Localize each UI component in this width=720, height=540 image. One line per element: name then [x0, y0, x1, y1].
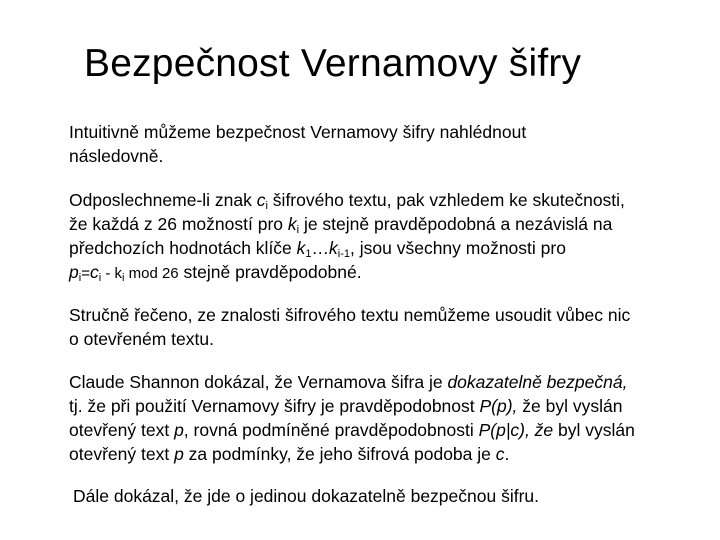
shannon-line-4 — [69, 442, 717, 466]
var-k: k — [329, 238, 338, 258]
text-fragment: za podmínky, že jeho šifrová podoba je — [183, 444, 496, 464]
eavesdrop-line-4 — [69, 260, 717, 284]
var-p: p — [174, 444, 184, 464]
intro-line-2: následovně. — [69, 146, 164, 166]
paragraph-summary — [69, 303, 717, 351]
text-fragment: , jsou všechny možnosti pro — [350, 238, 566, 258]
var-c: c — [89, 262, 99, 282]
eavesdrop-line-3 — [69, 236, 717, 260]
summary-line-1: Stručně řečeno, ze znalosti šifrového textu nemůžeme usoudit vůbec nic — [69, 305, 631, 325]
var-p: p — [69, 262, 79, 282]
paragraph-intro — [69, 120, 717, 168]
text-fragment: byl vyslán — [553, 420, 635, 440]
subscript: 1 — [305, 248, 312, 260]
text-fragment: Claude Shannon dokázal, že Vernamova šifra je — [69, 372, 448, 392]
subscript: i — [296, 224, 300, 236]
text-fragment: je stejně pravděpodobná a nezávislá na — [299, 214, 613, 234]
text-fragment: tj. že při použití Vernamovy šifry je pravděpodobnost — [69, 396, 480, 416]
paragraph-shannon — [69, 370, 717, 466]
formula-mod: mod 26 — [124, 265, 179, 282]
text-fragment: že byl vyslán — [517, 396, 623, 416]
slide-title: Bezpečnost Vernamovy šifry — [84, 42, 582, 85]
formula-eq: = — [81, 265, 90, 282]
ellipsis: … — [311, 238, 330, 258]
text-fragment: předchozích hodnotách klíče — [69, 238, 297, 258]
var-k: k — [296, 238, 306, 258]
summary-line-2: o otevřeném textu. — [69, 329, 214, 349]
text-fragment: otevřený text — [69, 420, 175, 440]
shannon-line-1 — [69, 370, 717, 394]
shannon-line-3 — [69, 418, 717, 442]
var-p: p — [174, 420, 184, 440]
subscript: i — [122, 272, 125, 284]
paragraph-eavesdrop — [69, 188, 717, 284]
text-fragment: Odposlechneme-li znak — [69, 190, 257, 210]
text-fragment: . — [504, 444, 510, 464]
formula-minus-k: - k — [101, 265, 122, 282]
text-fragment: že každá z 26 možností pro — [69, 214, 288, 234]
subscript: i — [78, 272, 82, 284]
subscript: i — [265, 200, 268, 212]
var-c: c — [495, 444, 505, 464]
eavesdrop-line-1 — [69, 188, 717, 212]
text-fragment: stejně pravděpodobné. — [178, 262, 362, 282]
paragraph-conclusion: Dále dokázal, že jde o jedinou dokazatelně bezpečnou šifru. — [73, 486, 540, 506]
prob-p-given-c: P(p|c), že — [478, 420, 554, 440]
text-fragment: , rovná podmíněné pravděpodobnosti — [183, 420, 479, 440]
intro-line-1: Intuitivně můžeme bezpečnost Vernamovy šifry nahlédnout — [69, 122, 527, 142]
var-k: k — [287, 214, 297, 234]
subscript: i — [98, 272, 102, 284]
text-fragment: otevřený text — [69, 444, 175, 464]
prob-p: P(p), — [479, 396, 518, 416]
var-c: c — [256, 190, 266, 210]
shannon-line-2 — [69, 394, 717, 418]
text-fragment: šifrového textu, pak vzhledem ke skutečnosti, — [267, 190, 625, 210]
subscript: i-1 — [337, 248, 351, 260]
emphasis: dokazatelně bezpečná, — [447, 372, 628, 392]
eavesdrop-line-2 — [69, 212, 717, 236]
